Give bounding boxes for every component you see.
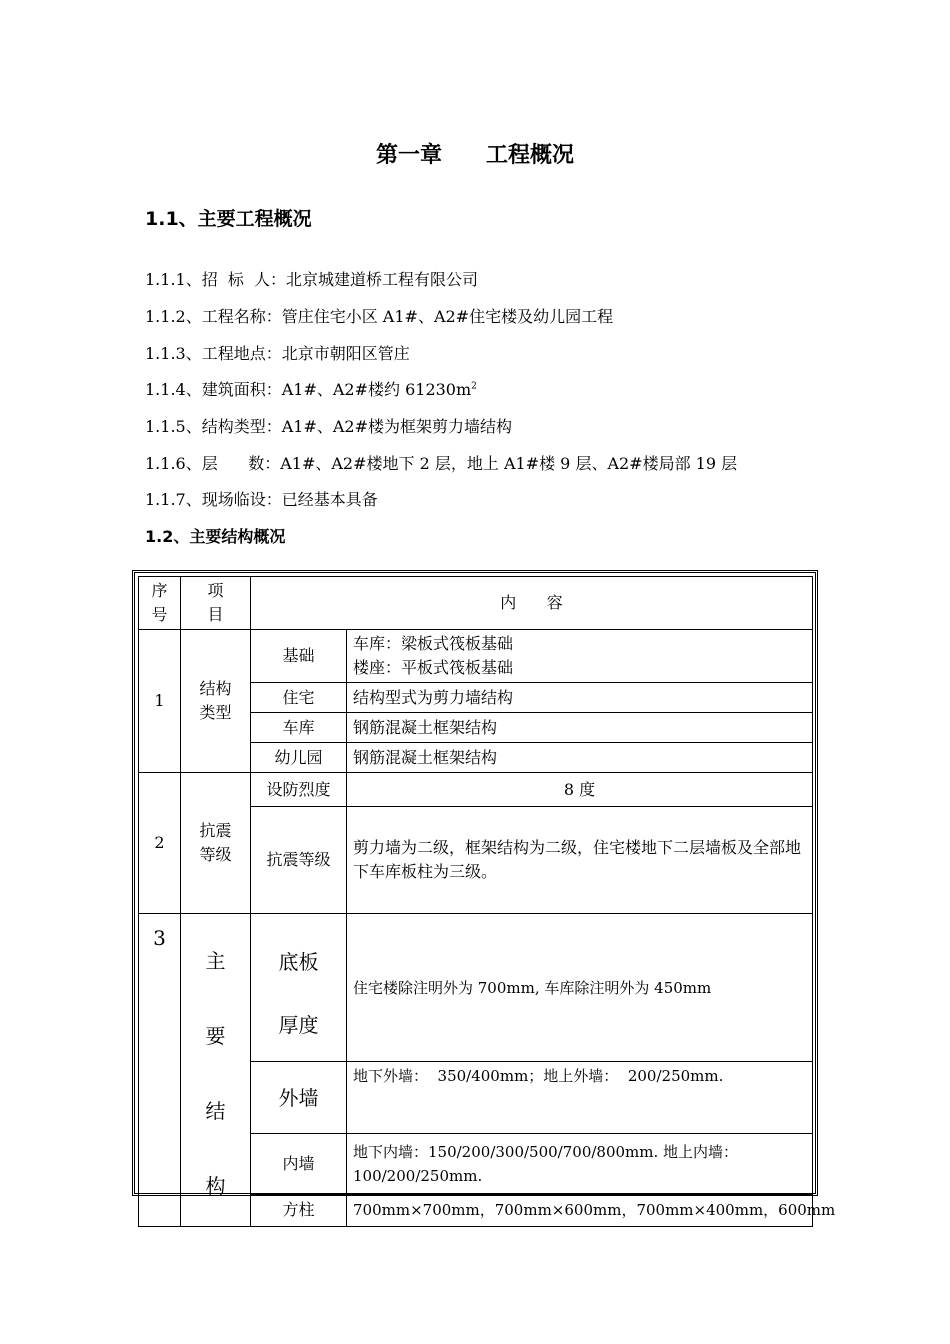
row1-sub-label: 基础: [251, 630, 347, 683]
info-line-structure: 1.1.5、结构类型：A1#、A2#楼为框架剪力墙结构: [145, 417, 512, 436]
row2-sub-label: 抗震等级: [251, 807, 347, 914]
header-item: 项 目: [181, 577, 251, 630]
section-heading-1-2: 1.2、主要结构概况: [145, 527, 286, 546]
row2-category: 抗震 等级: [181, 773, 251, 914]
row3-sub-label: 方柱: [251, 1194, 347, 1226]
info-line-tenderer: 1.1.1、招 标 人：北京城建道桥工程有限公司: [145, 270, 479, 289]
header-no: 序 号: [139, 577, 181, 630]
row3-sub-label: 底板 厚度: [251, 914, 347, 1062]
area-text: 1.1.4、建筑面积：A1#、A2#楼约 61230m: [145, 380, 472, 399]
row1-sub-label: 车库: [251, 713, 347, 743]
row3-sub-value: 住宅楼除注明外为 700mm, 车库除注明外为 450mm: [347, 914, 813, 1062]
row3-sub-value: 700mm×700mm，700mm×600mm，700mm×400mm，600mm: [347, 1194, 813, 1226]
structure-table: [138, 576, 836, 1227]
info-line-area: [145, 377, 477, 400]
table-header-row: [139, 577, 813, 630]
table-row: [139, 914, 813, 1062]
row3-category: 主 要 结 构: [181, 914, 251, 1227]
header-content: 内 容: [251, 577, 813, 630]
structure-table-frame: [132, 570, 836, 1220]
row2-no: 2: [139, 773, 181, 914]
info-line-location: 1.1.3、工程地点：北京市朝阳区管庄: [145, 344, 410, 363]
row2-sub-value: 8 度: [347, 773, 813, 807]
area-superscript: 2: [471, 381, 477, 392]
row2-sub-label: 设防烈度: [251, 773, 347, 807]
row1-sub-value: 结构型式为剪力墙结构: [347, 683, 813, 713]
row3-sub-label: 外墙: [251, 1062, 347, 1134]
section-heading-1-1: 1.1、主要工程概况: [145, 208, 312, 230]
row2-sub-value: 剪力墙为二级，框架结构为二级，住宅楼地下二层墙板及全部地下车库板柱为三级。: [347, 807, 813, 914]
page-title: 第一章 工程概况: [375, 143, 574, 168]
row1-no: 1: [139, 630, 181, 773]
table-row: [139, 773, 813, 807]
info-line-temp-facilities: 1.1.7、现场临设：已经基本具备: [145, 490, 378, 509]
row3-sub-value: 地下内墙：150/200/300/500/700/800mm. 地上内墙：100/200/250mm.: [347, 1134, 813, 1194]
row1-sub-value: 钢筋混凝土框架结构: [347, 713, 813, 743]
row1-sub-label: 幼儿园: [251, 743, 347, 773]
row3-no: 3: [139, 914, 181, 1227]
table-row: [139, 630, 813, 683]
row1-sub-label: 住宅: [251, 683, 347, 713]
row1-sub-value: 钢筋混凝土框架结构: [347, 743, 813, 773]
row1-sub-value: 车库：梁板式筏板基础 楼座：平板式筏板基础: [347, 630, 813, 683]
row1-category: 结构 类型: [181, 630, 251, 773]
info-line-project-name: 1.1.2、工程名称：管庄住宅小区 A1#、A2#住宅楼及幼儿园工程: [145, 307, 614, 326]
row3-sub-value: 地下外墙： 350/400mm；地上外墙： 200/250mm.: [347, 1062, 813, 1134]
row3-sub-label: 内墙: [251, 1134, 347, 1194]
info-line-floors: 1.1.6、层 数：A1#、A2#楼地下 2 层，地上 A1#楼 9 层、A2#楼局部 19 层: [145, 454, 738, 473]
